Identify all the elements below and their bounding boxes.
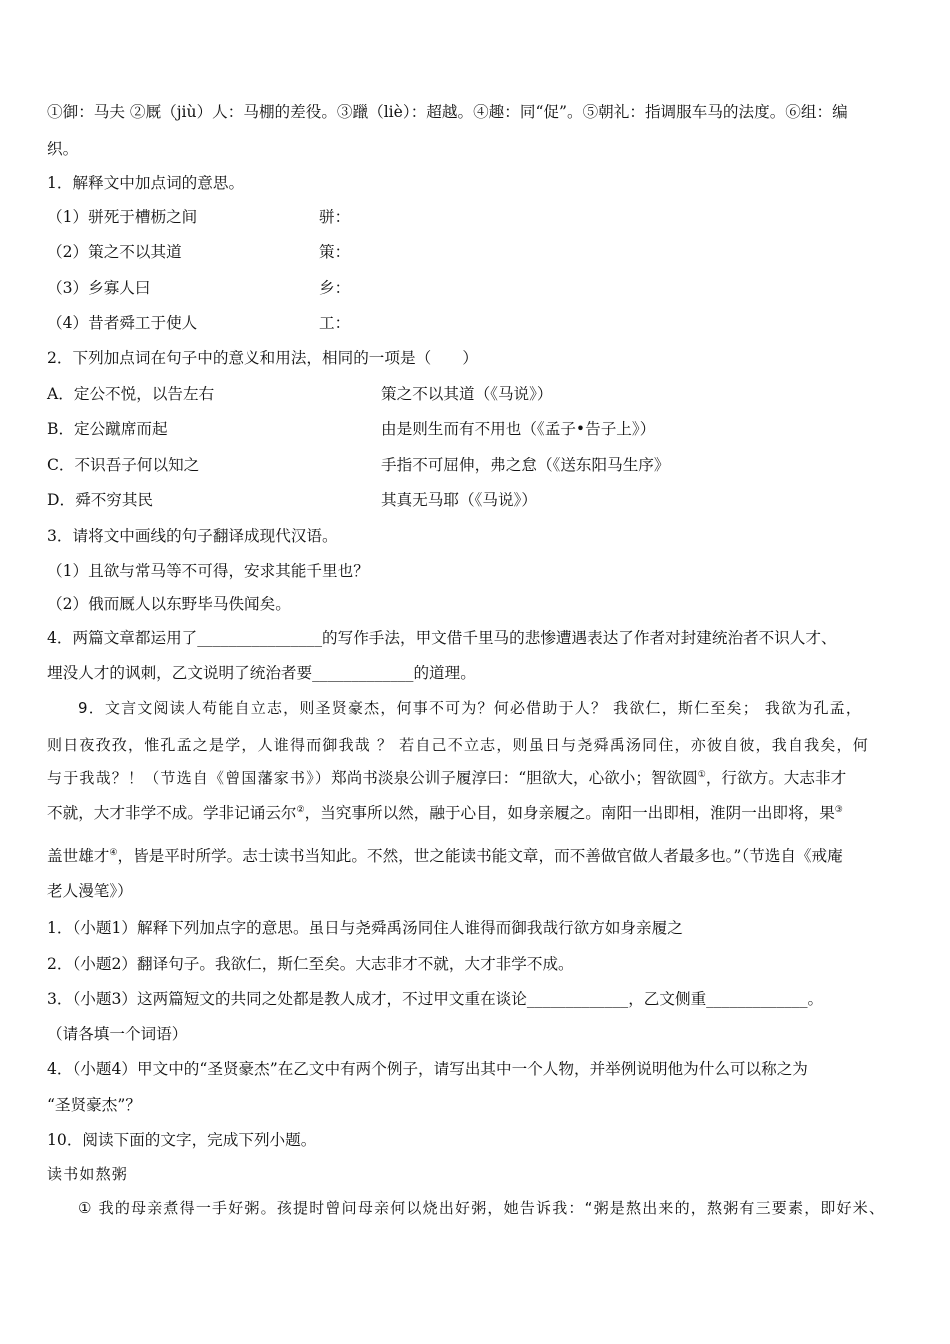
option-right: 由是则生而有不用也（《孟子•告子上》） <box>381 420 656 438</box>
item-phrase: （3）乡寡人曰 <box>47 279 151 297</box>
question-1-item <box>47 206 351 228</box>
q9-passage-line-4 <box>47 802 843 824</box>
q9-subquestion-3-note: （请各填一个词语） <box>47 1025 188 1043</box>
question-3-item: （2）俄而厩人以东野毕马佚闻矣。 <box>47 595 291 613</box>
question-1-item <box>47 312 351 334</box>
item-word: 策： <box>319 243 351 261</box>
question-2-stem: 2．下列加点词在句子中的意义和用法，相同的一项是（ ） <box>47 349 478 367</box>
question-1-item <box>47 277 351 299</box>
item-phrase: （1）骈死于槽枥之间 <box>47 208 198 226</box>
footnote-marker: ④ <box>109 848 118 858</box>
q9-passage-line-2: 则日夜孜孜，惟孔孟之是学，人谁得而御我哉 ？ 若自己不立志，则虽日与尧舜禹汤同住，亦彼自彼，我自我矣，何 <box>47 736 869 754</box>
q9-subquestion-3: 3．（小题3）这两篇短文的共同之处都是教人成才，不过甲文重在谈论_____________，乙文侧重_____________。 <box>47 990 824 1008</box>
item-word: 骈： <box>319 208 351 226</box>
item-phrase: （2）策之不以其道 <box>47 243 182 261</box>
q9-subquestion-1: 1．（小题1）解释下列加点字的意思。虽日与尧舜禹汤同住人谁得而御我哉行欲方如身亲履之 <box>47 919 683 937</box>
source-citation: 与于我哉？！（节选自《曾国藩家书》） <box>47 769 332 787</box>
notes-line-2: 织。 <box>47 140 79 158</box>
q9-subquestion-4: 4．（小题4）甲文中的“圣贤豪杰”在乙文中有两个例子，请写出其中一个人物，并举例说明他为什么可以称之为 <box>47 1060 808 1078</box>
reading-paragraph-1: ① 我的母亲煮得一手好粥。孩提时曾问母亲何以烧出好粥，她告诉我：“粥是熬出来的，熬粥有三要素，即好米、 <box>78 1199 886 1217</box>
passage-text: ，当究事所以然，融于心目，如身亲履之。南阳一出即相，淮阴一出即将，果 <box>304 804 835 822</box>
option-right: 其真无马耶（《马说》） <box>381 491 537 509</box>
question-3-stem: 3．请将文中画线的句子翻译成现代汉语。 <box>47 527 338 545</box>
q9-passage-line-5 <box>47 845 843 867</box>
question-4-line-2: 埋没人才的讽刺，乙文说明了统治者要_____________的道理。 <box>47 664 476 682</box>
passage-text: 不就，大才非学不成。学非记诵云尔 <box>47 804 297 822</box>
footnote-marker: ① <box>697 770 706 780</box>
option-row <box>47 418 656 440</box>
question-3-item: （1）且欲与常马等不可得，安求其能千里也？ <box>47 562 369 580</box>
question-1-item <box>47 241 351 263</box>
item-word: 乡： <box>319 279 351 297</box>
item-phrase: （4）昔者舜工于使人 <box>47 314 198 332</box>
option-row <box>47 454 670 476</box>
footnote-marker: ③ <box>834 805 843 815</box>
option-right: 手指不可屈伸，弗之怠（《送东阳马生序》 <box>381 456 670 474</box>
q9-passage-line-1: 9．文言文阅读人苟能自立志，则圣贤豪杰，何事不可为？何必借助于人？ 我欲仁，斯仁至矣； 我欲为孔孟， <box>78 699 863 717</box>
footnote-marker: ② <box>296 805 305 815</box>
question-1-stem: 1．解释文中加点词的意思。 <box>47 174 245 192</box>
q9-passage-line-6: 老人漫笔》） <box>47 882 133 900</box>
option-left: B．定公蹴席而起 <box>47 420 168 438</box>
item-word: 工： <box>319 314 351 332</box>
q9-passage-line-3 <box>47 767 846 789</box>
passage-text: 盖世雄才 <box>47 847 110 865</box>
question-10-stem: 10．阅读下面的文字，完成下列小题。 <box>47 1131 317 1149</box>
question-4-line-1: 4．两篇文章都运用了________________的写作手法，甲文借千里马的悲惨遭遇表达了作者对封建统治者不识人才、 <box>47 629 837 647</box>
option-row <box>47 383 553 405</box>
passage-text: 郑尚书淡泉公训子履淳曰：“胆欲大，心欲小；智欲圆 <box>331 769 698 787</box>
option-left: A．定公不悦，以告左右 <box>47 385 215 403</box>
q9-subquestion-2: 2．（小题2）翻译句子。我欲仁，斯仁至矣。大志非才不就，大才非学不成。 <box>47 955 574 973</box>
reading-title: 读书如熬粥 <box>47 1165 129 1183</box>
option-left: D．舜不穷其民 <box>47 491 154 509</box>
passage-text: ，皆是平时所学。志士读书当知此。不然，世之能读书能文章，而不善做官做人者最多也。”（节选自《戒庵 <box>117 847 843 865</box>
passage-text: ，行欲方。大志非才 <box>705 769 847 787</box>
q9-subquestion-4-cont: “圣贤豪杰”？ <box>47 1096 141 1114</box>
option-right: 策之不以其道（《马说》） <box>381 385 553 403</box>
notes-line-1: ①御：马夫 ②厩（jiù）人：马棚的差役。③躐（liè）：超越。④趣：同“促”。⑤朝礼：指调服车马的法度。⑥组：编 <box>47 103 848 121</box>
option-row <box>47 489 537 511</box>
option-left: C．不识吾子何以知之 <box>47 456 200 474</box>
